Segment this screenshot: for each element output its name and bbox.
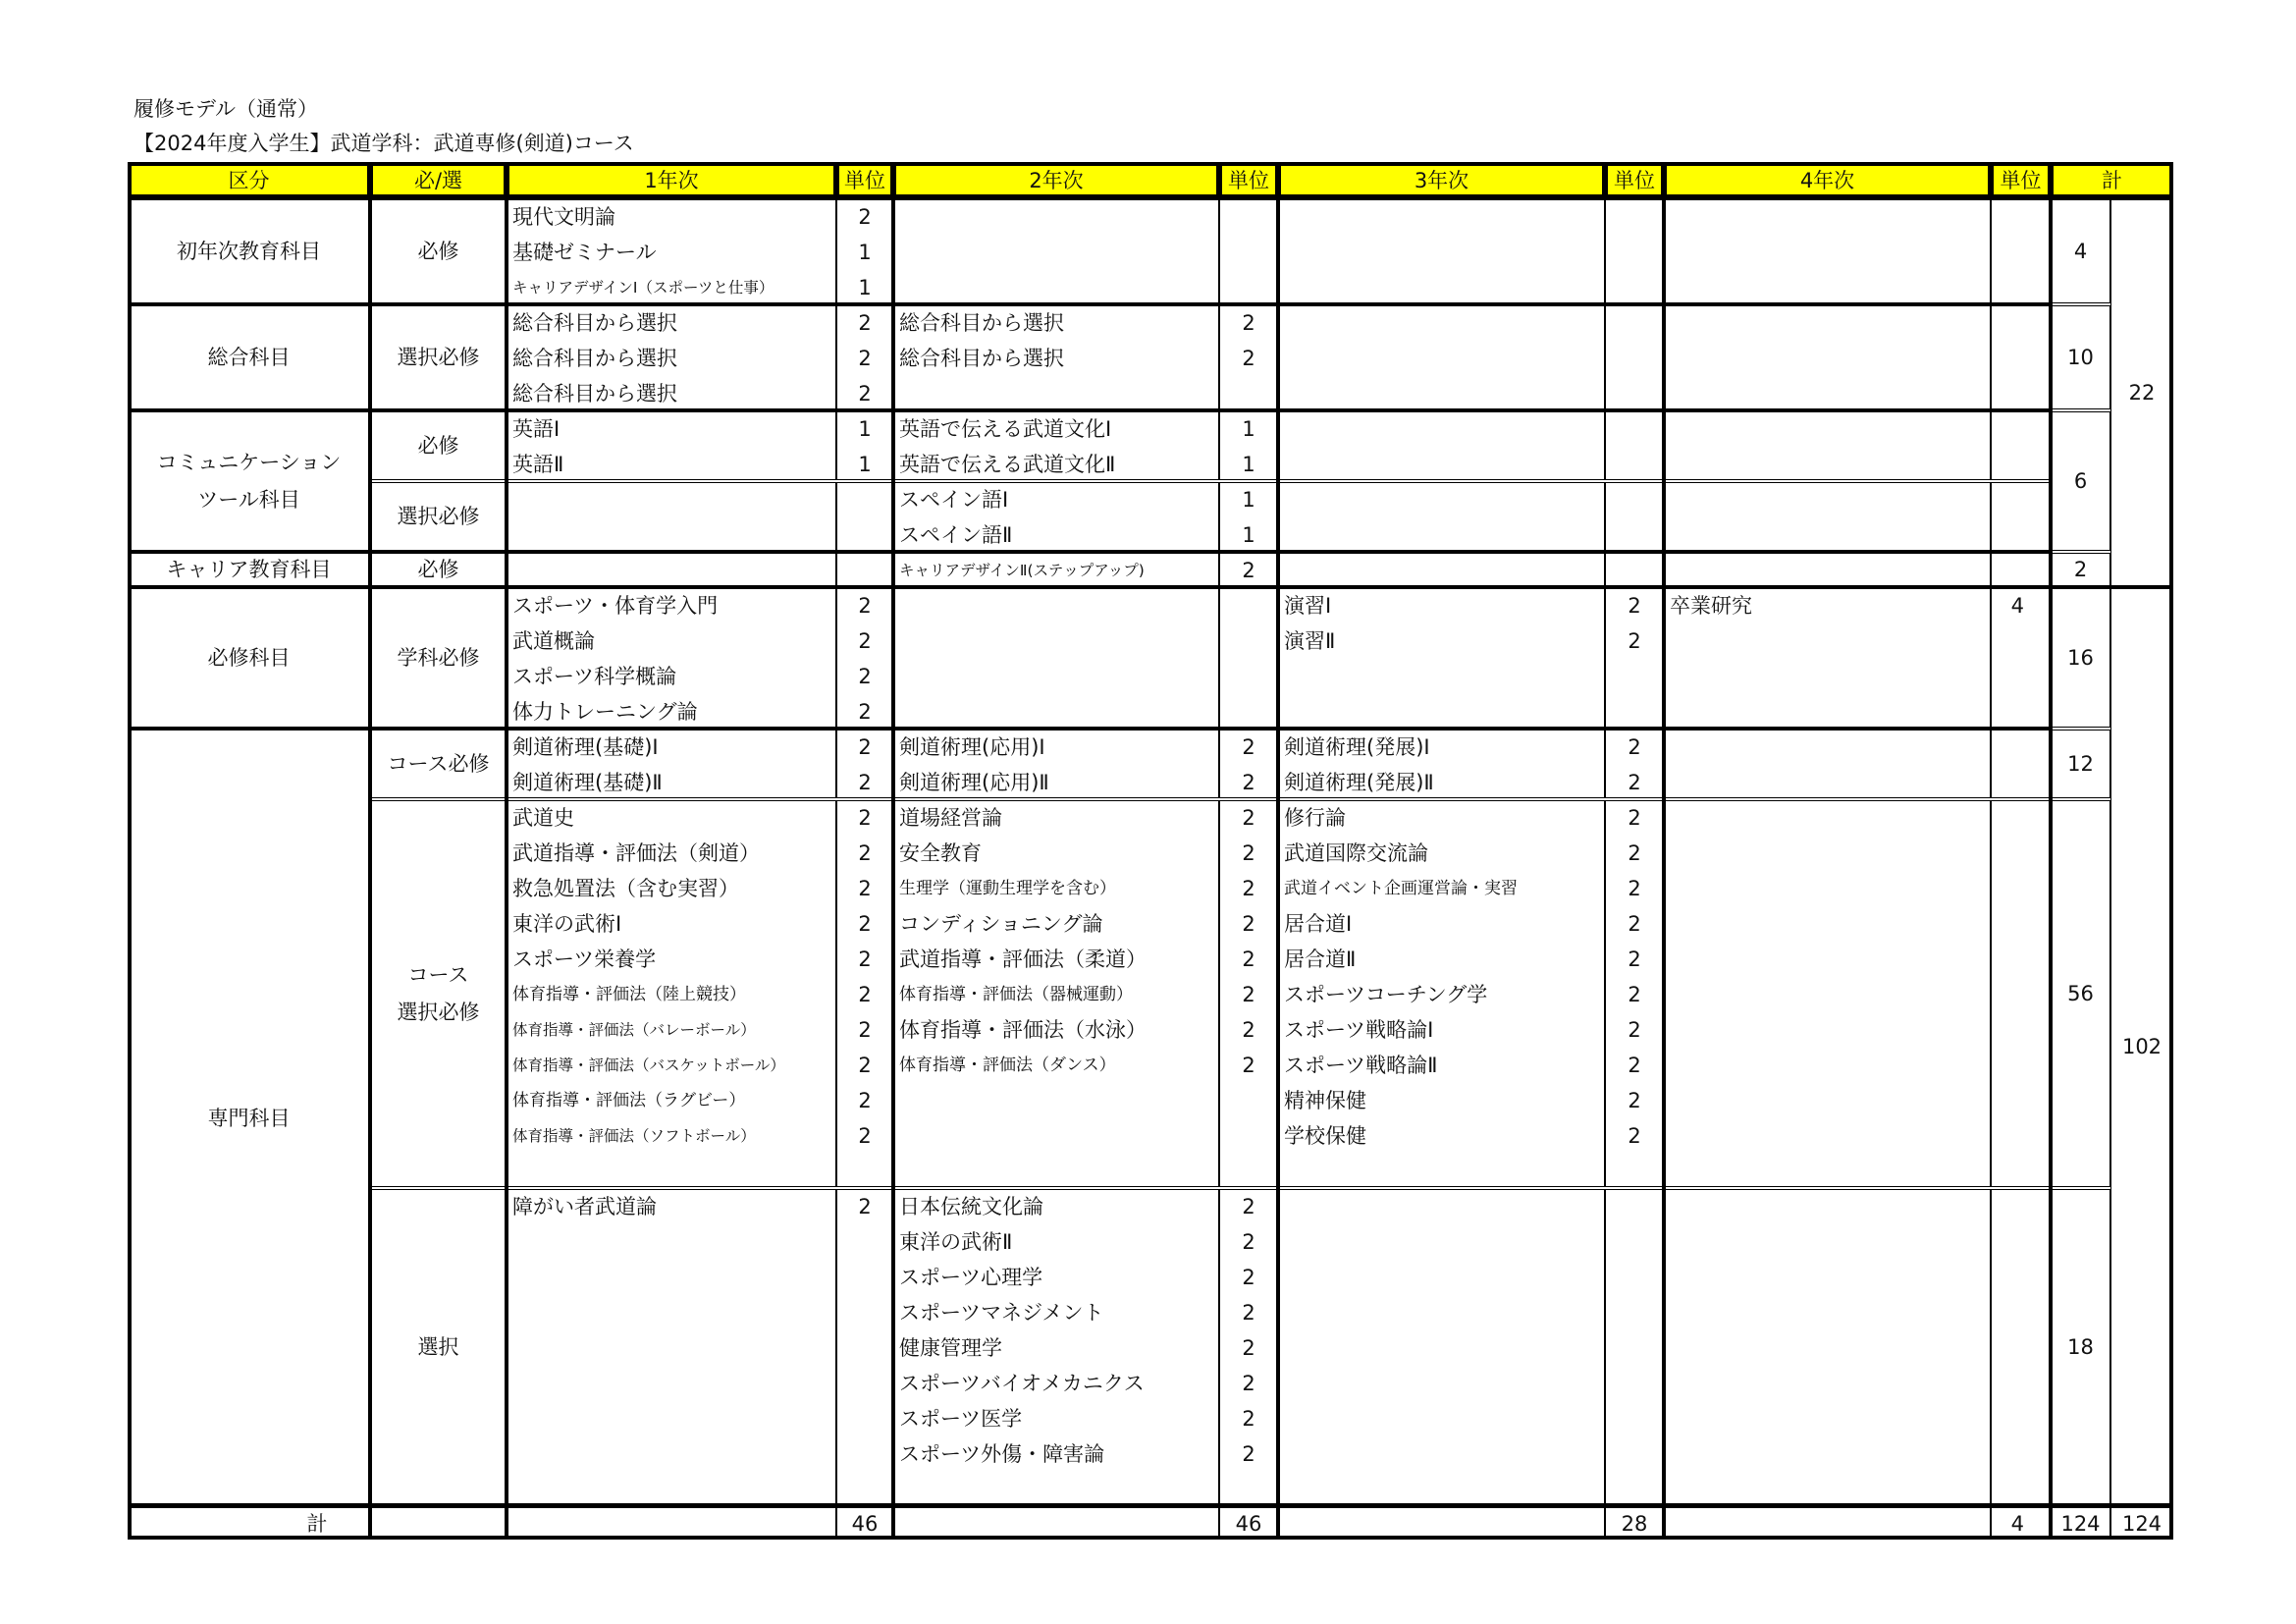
course-name: スポーツ科学概論 [512, 665, 677, 688]
year3-courses-b2 [1278, 305, 1605, 409]
course-name: 障がい者武道論 [512, 1195, 657, 1218]
header-7: 単位 [1605, 162, 1664, 197]
req-first-year: 必修 [370, 199, 507, 303]
subtotal-career: 2 [2051, 553, 2110, 586]
year1-courses-b2 [507, 305, 836, 409]
year4-courses-b3a [1664, 411, 1991, 480]
year1-credits-b1 [836, 199, 893, 303]
header-10: 計 [2051, 162, 2173, 197]
thick-hline-6 [128, 727, 2051, 730]
course-name: 演習Ⅱ [1284, 629, 1336, 653]
year3-credits-b1 [1605, 199, 1664, 303]
subtotal-required: 16 [2051, 588, 2110, 728]
course-name: 学校保健 [1284, 1124, 1366, 1148]
curriculum-table [128, 162, 2173, 1540]
year2-courses-b2 [893, 305, 1219, 409]
header-5: 単位 [1219, 162, 1278, 197]
credit-value: 2 [1242, 1372, 1255, 1395]
course-name: 総合科目から選択 [899, 311, 1064, 335]
credit-value: 2 [1628, 841, 1641, 865]
course-name: 生理学（運動生理学を含む） [899, 879, 1116, 898]
year3-courses-b7 [1278, 800, 1605, 1187]
header-4: 2年次 [893, 162, 1219, 197]
year2-credits-b4 [1219, 553, 1278, 586]
year2-courses-b1 [893, 199, 1219, 303]
credit-value: 1 [858, 276, 872, 299]
year4-credits-b1 [1991, 199, 2051, 303]
subtotal-general: 10 [2051, 305, 2110, 409]
course-name: 剣道術理(発展)Ⅰ [1284, 735, 1430, 759]
course-name: 武道史 [512, 806, 574, 830]
credit-value: 2 [1242, 1054, 1255, 1077]
credit-value: 2 [1242, 559, 1255, 582]
footer-credits-year3: 28 [1605, 1507, 1664, 1540]
year2-courses-b4 [893, 553, 1219, 586]
year4-courses-b2 [1664, 305, 1991, 409]
credit-value: 2 [858, 382, 872, 406]
year3-courses-b8 [1278, 1189, 1605, 1505]
year2-credits-b3a [1219, 411, 1278, 480]
year3-credits-b6 [1605, 730, 1664, 798]
year2-courses-b6 [893, 730, 1219, 798]
credit-value: 2 [858, 841, 872, 865]
course-name: 現代文明論 [512, 205, 615, 229]
footer-label: 計 [128, 1507, 507, 1540]
course-name: 卒業研究 [1670, 594, 1752, 618]
year4-courses-b6 [1664, 730, 1991, 798]
header-2: 1年次 [507, 162, 836, 197]
year1-credits-b7 [836, 800, 893, 1187]
req-dept: 学科必修 [370, 588, 507, 728]
year2-courses-b7 [893, 800, 1219, 1187]
credit-value: 2 [1628, 629, 1641, 653]
credit-value: 2 [858, 1054, 872, 1077]
year3-credits-b5 [1605, 588, 1664, 728]
credit-value: 2 [1242, 1442, 1255, 1466]
course-name: 体育指導・評価法（バレーボール） [512, 1021, 756, 1039]
year1-courses-b4 [507, 553, 836, 586]
credit-value: 2 [1242, 347, 1255, 370]
year1-courses-b3b [507, 482, 836, 551]
course-name: 居合道Ⅰ [1284, 912, 1353, 936]
course-name: 剣道術理(応用)Ⅰ [899, 735, 1045, 759]
credit-value: 2 [1242, 1195, 1255, 1218]
category-general: 総合科目 [128, 305, 370, 409]
year3-courses-b6 [1278, 730, 1605, 798]
year3-credits-b2 [1605, 305, 1664, 409]
credit-value: 2 [1242, 1301, 1255, 1325]
subtotal-communication: 6 [2051, 411, 2110, 551]
credit-value: 2 [858, 665, 872, 688]
thick-vline-7 [2169, 162, 2173, 1540]
credit-value: 2 [1628, 983, 1641, 1006]
credit-value: 2 [1242, 841, 1255, 865]
course-name: 道場経営論 [899, 806, 1002, 830]
credit-value: 2 [1628, 771, 1641, 794]
thick-hline-0 [128, 162, 2173, 166]
thick-vline-2 [505, 162, 508, 1540]
credit-value: 2 [1242, 735, 1255, 759]
credit-value: 2 [1628, 735, 1641, 759]
course-name: キャリアデザインⅠ（スポーツと仕事） [512, 279, 774, 297]
credit-value: 2 [1628, 806, 1641, 830]
course-name: キャリアデザインⅡ(ステップアップ) [899, 562, 1145, 579]
course-name: 体育指導・評価法（バスケットボール） [512, 1056, 785, 1074]
year2-credits-b2 [1219, 305, 1278, 409]
year4-credits-b3a [1991, 411, 2051, 480]
course-name: 武道イベント企画運営論・実習 [1284, 879, 1518, 898]
year4-courses-b4 [1664, 553, 1991, 586]
course-name: スポーツコーチング学 [1284, 983, 1488, 1006]
thick-hline-group [128, 585, 2173, 588]
credit-value: 2 [858, 205, 872, 229]
course-name: 東洋の武術Ⅱ [899, 1230, 1013, 1254]
year1-credits-b2 [836, 305, 893, 409]
req-comm-required: 必修 [370, 411, 507, 480]
req-elective: 選択 [370, 1189, 507, 1505]
course-name: スポーツ戦略論Ⅰ [1284, 1018, 1434, 1042]
credit-value: 2 [1628, 1018, 1641, 1042]
year4-credits-b7 [1991, 800, 2051, 1187]
thick-vline-4 [1276, 162, 1280, 1540]
category-required: 必修科目 [128, 588, 370, 728]
credit-value: 2 [858, 700, 872, 724]
thick-hline-4 [128, 550, 2051, 553]
category-communication-tools-line-1: ツール科目 [197, 488, 300, 512]
credit-value: 2 [858, 594, 872, 618]
thick-hline-8 [128, 1536, 2173, 1540]
credit-value: 1 [1242, 488, 1255, 512]
credit-value: 2 [1242, 1230, 1255, 1254]
year3-courses-b3a [1278, 411, 1605, 480]
course-name: 日本伝統文化論 [899, 1195, 1043, 1218]
group-total-general: 22 [2110, 199, 2173, 586]
year2-courses-b8 [893, 1189, 1219, 1505]
year4-courses-b1 [1664, 199, 1991, 303]
subtotal-elective: 18 [2051, 1189, 2110, 1505]
credit-value: 2 [1628, 912, 1641, 936]
course-name: 英語Ⅱ [512, 453, 564, 476]
year1-credits-b3a [836, 411, 893, 480]
credit-value: 2 [1242, 311, 1255, 335]
year4-courses-b5 [1664, 588, 1991, 728]
year3-credits-b3a [1605, 411, 1664, 480]
course-name: 総合科目から選択 [512, 347, 677, 370]
credit-value: 1 [1242, 453, 1255, 476]
credit-value: 1 [858, 453, 872, 476]
course-name: 体育指導・評価法（ダンス） [899, 1056, 1116, 1075]
year4-credits-b5 [1991, 588, 2051, 728]
course-name: スポーツ・体育学入門 [512, 594, 719, 618]
header-1: 必/選 [370, 162, 507, 197]
credit-value: 2 [1242, 1407, 1255, 1431]
req-career: 必修 [370, 553, 507, 586]
year2-courses-b5 [893, 588, 1219, 728]
year1-courses-b7 [507, 800, 836, 1187]
year1-courses-b3a [507, 411, 836, 480]
year2-credits-b5 [1219, 588, 1278, 728]
year4-credits-b4 [1991, 553, 2051, 586]
course-name: 体育指導・評価法（陸上競技） [512, 985, 746, 1004]
year4-credits-b6 [1991, 730, 2051, 798]
credit-value: 2 [1242, 771, 1255, 794]
credit-value: 2 [858, 735, 872, 759]
course-name: 剣道術理(基礎)Ⅰ [512, 735, 659, 759]
document-title: 履修モデル（通常） [133, 97, 318, 121]
course-name: スポーツ外傷・障害論 [899, 1442, 1105, 1466]
req-course-elective [370, 800, 507, 1187]
group-total-specialized: 102 [2110, 588, 2173, 1505]
credit-value: 2 [858, 877, 872, 900]
course-name: 健康管理学 [899, 1336, 1002, 1360]
year3-courses-b5 [1278, 588, 1605, 728]
year3-courses-b1 [1278, 199, 1605, 303]
category-first-year: 初年次教育科目 [128, 199, 370, 303]
course-name: 武道概論 [512, 629, 595, 653]
course-name: 総合科目から選択 [512, 311, 677, 335]
course-name: スポーツ医学 [899, 1407, 1023, 1431]
footer-total-2: 124 [2110, 1507, 2173, 1540]
thick-vline-5 [1662, 162, 1666, 1540]
year2-credits-b8 [1219, 1189, 1278, 1505]
credit-value: 2 [1628, 594, 1641, 618]
course-name: 総合科目から選択 [899, 347, 1064, 370]
document-subtitle: 【2024年度入学生】武道学科：武道専修(剣道)コース [133, 132, 634, 155]
category-communication-tools [128, 411, 370, 551]
year4-courses-b3b [1664, 482, 1991, 551]
credit-value: 2 [858, 771, 872, 794]
credit-value: 2 [858, 1195, 872, 1218]
header-8: 4年次 [1664, 162, 1991, 197]
thick-hline-3 [128, 408, 2051, 411]
course-name: スポーツマネジメント [899, 1301, 1104, 1325]
course-name: スポーツバイオメカニクス [899, 1372, 1145, 1395]
year3-credits-b3b [1605, 482, 1664, 551]
course-name: 体育指導・評価法（ラグビー） [512, 1091, 746, 1110]
course-name: コンディショニング論 [899, 912, 1103, 936]
category-communication-tools-line-0: コミュニケーション [156, 451, 342, 474]
credit-value: 1 [858, 417, 872, 441]
credit-value: 2 [858, 912, 872, 936]
req-course-elective-line-0: コース [407, 963, 469, 987]
req-general: 選択必修 [370, 305, 507, 409]
header-9: 単位 [1991, 162, 2051, 197]
thick-vline-3 [891, 162, 895, 1540]
course-name: スペイン語Ⅱ [899, 523, 1013, 547]
thick-hline-1 [128, 195, 2173, 199]
req-comm-elective: 選択必修 [370, 482, 507, 551]
req-course-required: コース必修 [370, 730, 507, 798]
credit-value: 2 [858, 1018, 872, 1042]
subtotal-first-year: 4 [2051, 199, 2110, 303]
year2-credits-b6 [1219, 730, 1278, 798]
credit-value: 2 [1242, 983, 1255, 1006]
credit-value: 2 [858, 311, 872, 335]
course-name: スポーツ心理学 [899, 1266, 1043, 1289]
subtotal-course-required: 12 [2051, 730, 2110, 798]
year2-credits-b1 [1219, 199, 1278, 303]
year2-credits-b3b [1219, 482, 1278, 551]
credit-value: 2 [1628, 1124, 1641, 1148]
year3-credits-b8 [1605, 1189, 1664, 1505]
credit-value: 1 [1242, 417, 1255, 441]
credit-value: 4 [2010, 594, 2024, 618]
year1-courses-b5 [507, 588, 836, 728]
credit-value: 2 [1242, 877, 1255, 900]
year1-courses-b8 [507, 1189, 836, 1505]
credit-value: 2 [858, 983, 872, 1006]
course-name: 体育指導・評価法（水泳） [899, 1018, 1147, 1042]
year4-credits-b3b [1991, 482, 2051, 551]
year1-credits-b6 [836, 730, 893, 798]
course-name: 剣道術理(基礎)Ⅱ [512, 771, 663, 794]
course-name: 英語で伝える武道文化Ⅱ [899, 453, 1116, 476]
subtotal-course-elective: 56 [2051, 800, 2110, 1187]
course-name: 体育指導・評価法（ソフトボール） [512, 1127, 756, 1145]
credit-value: 2 [1628, 1089, 1641, 1112]
credit-value: 2 [1628, 1054, 1641, 1077]
year1-credits-b3b [836, 482, 893, 551]
credit-value: 2 [858, 1089, 872, 1112]
year1-courses-b1 [507, 199, 836, 303]
course-name: 東洋の武術Ⅰ [512, 912, 622, 936]
credit-value: 1 [1242, 523, 1255, 547]
thick-vline-1 [368, 162, 372, 1540]
course-name: 剣道術理(応用)Ⅱ [899, 771, 1049, 794]
year3-credits-b4 [1605, 553, 1664, 586]
course-name: 体育指導・評価法（器械運動） [899, 985, 1133, 1004]
year1-credits-b8 [836, 1189, 893, 1505]
footer-credits-year1: 46 [836, 1507, 893, 1540]
year1-credits-b5 [836, 588, 893, 728]
credit-value: 2 [1242, 1018, 1255, 1042]
year3-courses-b4 [1278, 553, 1605, 586]
credit-value: 2 [1242, 1336, 1255, 1360]
course-name: 安全教育 [899, 841, 982, 865]
category-career: キャリア教育科目 [128, 553, 370, 586]
credit-value: 2 [858, 347, 872, 370]
year4-courses-b7 [1664, 800, 1991, 1187]
category-specialized: 専門科目 [128, 730, 370, 1507]
year2-courses-b3b [893, 482, 1219, 551]
course-name: 武道指導・評価法（剣道） [512, 841, 760, 865]
year3-credits-b7 [1605, 800, 1664, 1187]
year2-courses-b3a [893, 411, 1219, 480]
course-name: 武道指導・評価法（柔道） [899, 947, 1147, 971]
credit-value: 2 [858, 1124, 872, 1148]
course-name: スポーツ栄養学 [512, 947, 657, 971]
credit-value: 1 [858, 241, 872, 264]
header-0: 区分 [128, 162, 370, 197]
course-name: 基礎ゼミナール [512, 241, 657, 264]
header-6: 3年次 [1278, 162, 1605, 197]
course-name: 体力トレーニング論 [512, 700, 698, 724]
course-name: 演習Ⅰ [1284, 594, 1332, 618]
year4-credits-b8 [1991, 1189, 2051, 1505]
credit-value: 2 [1242, 947, 1255, 971]
footer-credits-year4: 4 [1991, 1507, 2051, 1540]
credit-value: 2 [858, 947, 872, 971]
course-name: 救急処置法（含む実習） [512, 877, 739, 900]
course-name: 総合科目から選択 [512, 382, 677, 406]
course-name: 英語Ⅰ [512, 417, 561, 441]
thick-vline-6 [2049, 162, 2053, 1540]
course-name: 英語で伝える武道文化Ⅰ [899, 417, 1112, 441]
year2-credits-b7 [1219, 800, 1278, 1187]
year3-courses-b3b [1278, 482, 1605, 551]
credit-value: 2 [1242, 806, 1255, 830]
year1-courses-b6 [507, 730, 836, 798]
credit-value: 2 [1628, 877, 1641, 900]
req-course-elective-line-1: 選択必修 [397, 1001, 480, 1024]
credit-value: 2 [858, 806, 872, 830]
thick-hline-2 [128, 302, 2051, 305]
course-name: 武道国際交流論 [1284, 841, 1428, 865]
footer-total-1: 124 [2051, 1507, 2110, 1540]
course-name: 精神保健 [1284, 1089, 1366, 1112]
thick-vline-0 [128, 162, 132, 1540]
year4-courses-b8 [1664, 1189, 1991, 1505]
course-name: 剣道術理(発展)Ⅱ [1284, 771, 1434, 794]
course-name: スペイン語Ⅰ [899, 488, 1009, 512]
header-3: 単位 [836, 162, 893, 197]
thick-hline-7 [128, 1503, 2173, 1507]
course-name: 居合道Ⅱ [1284, 947, 1357, 971]
course-name: 修行論 [1284, 806, 1346, 830]
credit-value: 2 [1628, 947, 1641, 971]
year1-credits-b4 [836, 553, 893, 586]
credit-value: 2 [1242, 1266, 1255, 1289]
credit-value: 2 [1242, 912, 1255, 936]
course-name: スポーツ戦略論Ⅱ [1284, 1054, 1438, 1077]
credit-value: 2 [858, 629, 872, 653]
footer-credits-year2: 46 [1219, 1507, 1278, 1540]
year4-credits-b2 [1991, 305, 2051, 409]
